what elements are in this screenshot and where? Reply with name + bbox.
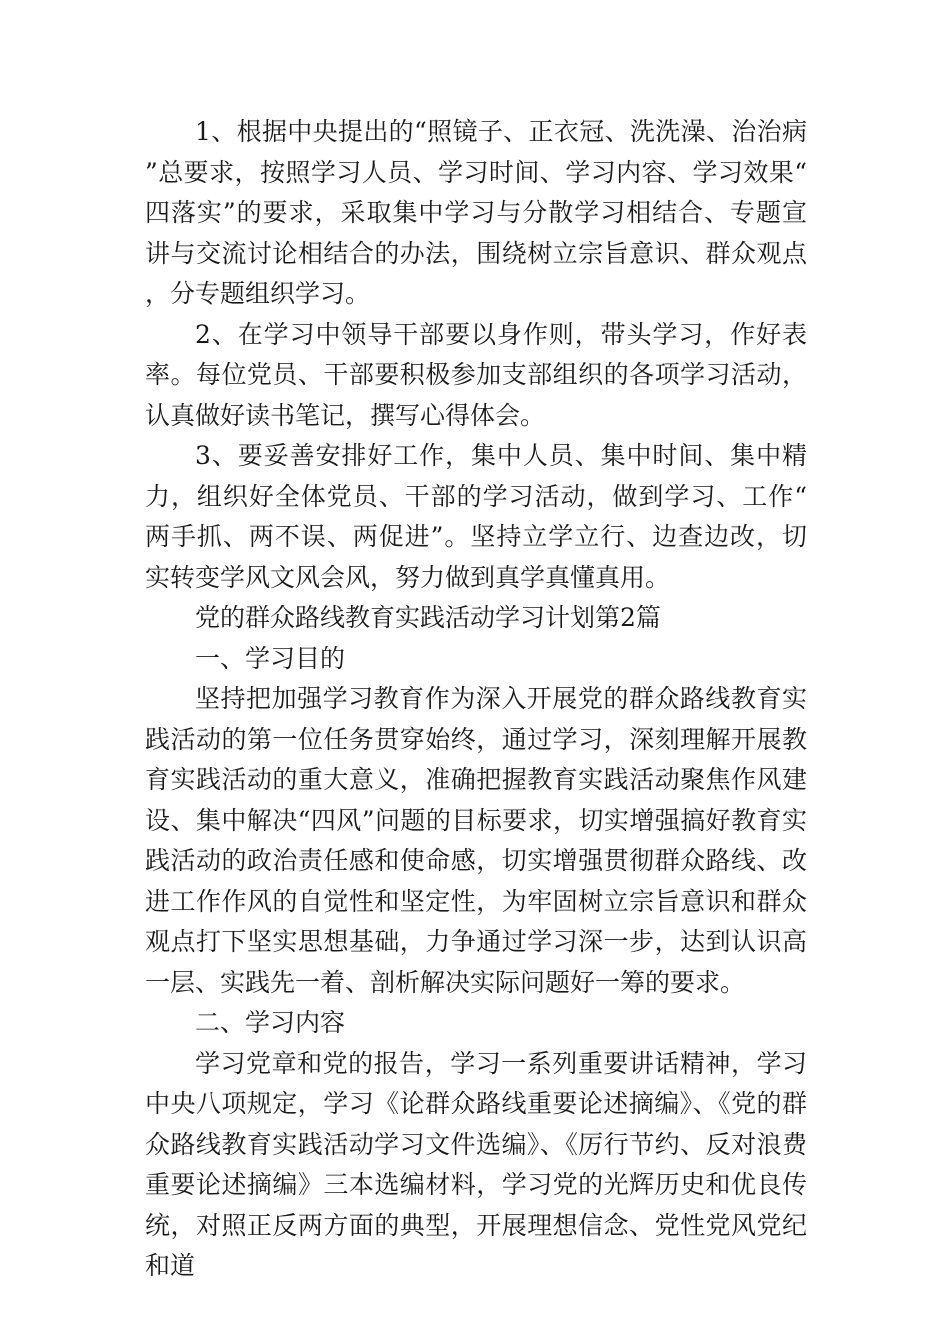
section-title: 党的群众路线教育实践活动学习计划第2篇 xyxy=(195,603,661,632)
paragraph-study-content: 学习党章和党的报告，学习一系列重要讲话精神，学习中央八项规定，学习《论群众路线重要论述摘编》、《党的群众路线教育实践活动学习文件选编》、《厉行节约、反对浪费重要论述摘编》三本选编材料，学习党的光辉历史和优良传统，对照正反两方面的典型，开展理想信念、党性党风党纪和道 xyxy=(145,1048,807,1280)
heading-study-purpose: 一、学习目的 xyxy=(195,643,346,673)
paragraph-study-purpose: 坚持把加强学习教育作为深入开展党的群众路线教育实践活动的第一位任务贯穿始终，通过学习，深刻理解开展教育实践活动的重大意义，准确把握教育实践活动聚焦作风建设、集中解决“四风”问题的目标要求，切实增强搞好教育实践活动的政治责任感和使命感，切实增强贯彻群众路线、改进工作作风的自觉性和坚定性，为牢固树立宗旨意识和群众观点打下坚实思想基础，力争通过学习深一步，达到认识高一层、实践先一着、剖析解决实际问题好一筹的要求。 xyxy=(145,684,807,997)
paragraph-item-1: 1、根据中央提出的“照镜子、正衣冠、洗洗澡、治治病”总要求，按照学习人员、学习时间、学习内容、学习效果“四落实”的要求，采取集中学习与分散学习相结合、专题宣讲与交流讨论相结合的办法，围绕树立宗旨意识、群众观点，分专题组织学习。 xyxy=(145,117,807,308)
paragraph-item-3: 3、要妥善安排好工作，集中人员、集中时间、集中精力，组织好全体党员、干部的学习活动，做到学习、工作“两手抓、两不误、两促进”。坚持立学立行、边查边改，切实转变学风文风会风，努力做到真学真懂真用。 xyxy=(145,441,807,592)
heading-study-content: 二、学习内容 xyxy=(195,1008,346,1037)
paragraph-item-2: 2、在学习中领导干部要以身作则，带头学习，作好表率。每位党员、干部要积极参加支部组织的各项学习活动，认真做好读书笔记，撰写心得体会。 xyxy=(145,319,807,430)
document-body xyxy=(145,112,807,1287)
